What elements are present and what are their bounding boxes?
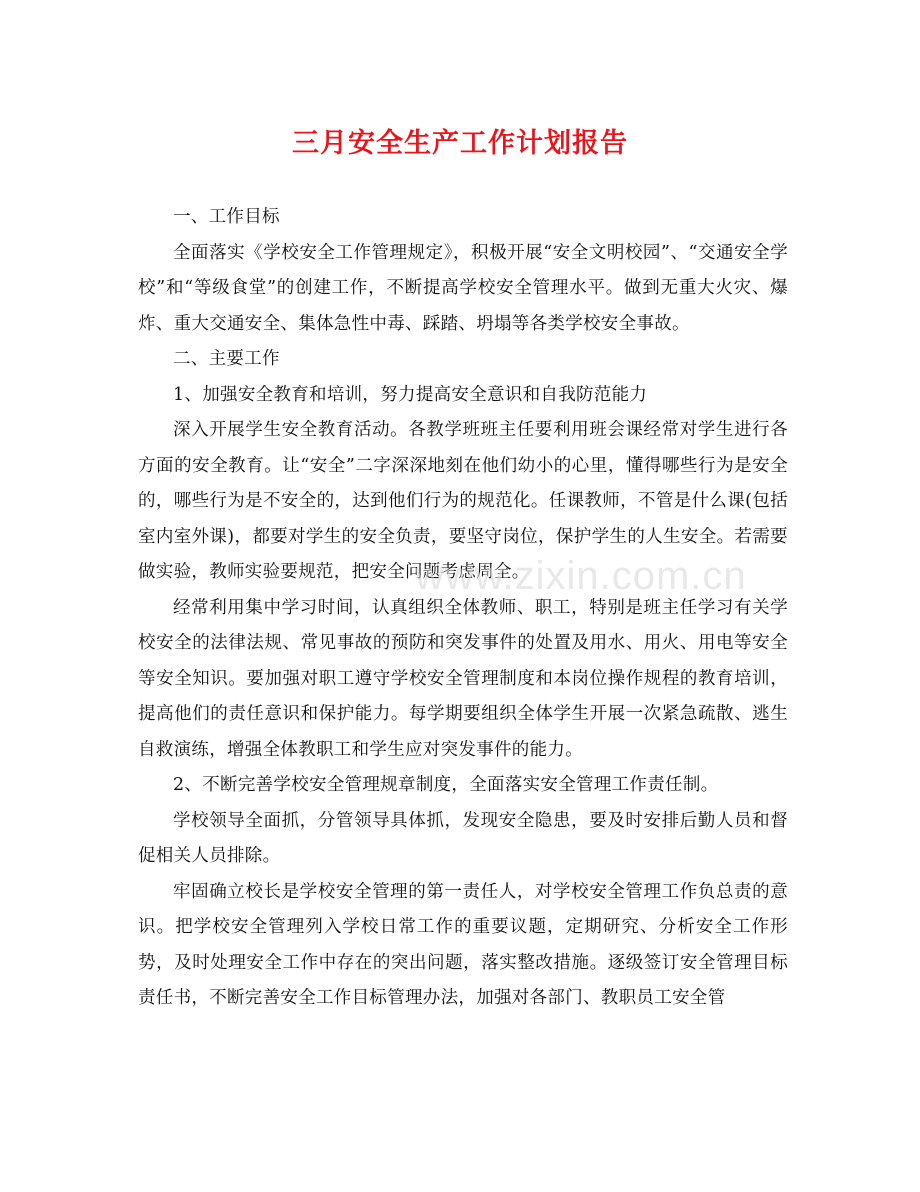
- subheading-rules-responsibility: 2、不断完善学校安全管理规章制度，全面落实安全管理工作责任制。: [173, 775, 719, 795]
- subheading-safety-education: 1、加强安全教育和培训，努力提高安全意识和自我防范能力: [173, 384, 648, 405]
- paragraph-principal-responsibility: 牢固确立校长是学校安全管理的第一责任人，对学校安全管理工作负总责的意识。把学校安全管理列入学校日常工作的重要议题，定期研究、分析安全工作形势，及时处理安全工作中存在的突出问题，落实整改措施。逐级签订安全管理目标责任书，不断完善安全工作目标管理办法，加强对各部门、教职员工安全管: [138, 881, 788, 1008]
- section-heading-main-work: 二、主要工作: [173, 349, 280, 369]
- document-title: 三月安全生产工作计划报告: [292, 128, 628, 159]
- watermark: www.zixin.com.cn: [415, 554, 747, 598]
- paragraph-leadership: 学校领导全面抓，分管领导具体抓，发现安全隐患，要及时安排后勤人员和督促相关人员排除。: [138, 810, 788, 866]
- paragraph-staff-training: 经常利用集中学习时间，认真组织全体教师、职工，特别是班主任学习有关学校安全的法律法规、常见事故的预防和突发事件的处置及用水、用火、用电等安全等安全知识。要加强对职工遵守学校安全管理制度和本岗位操作规程的教育培训，提高他们的责任意识和保护能力。每学期要组织全体学生开展一次紧急疏散、逃生自救演练，增强全体教职工和学生应对突发事件的能力。: [138, 597, 788, 760]
- document-body: [138, 200, 788, 1017]
- paragraph-student-education: 深入开展学生安全教育活动。各教学班班主任要利用班会课经常对学生进行各方面的安全教育。让“安全”二字深深地刻在他们幼小的心里，懂得哪些行为是安全的，哪些行为是不安全的，达到他们行为的规范化。任课教师，不管是什么课(包括室内室外课)，都要对学生的安全负责，要坚守岗位，保护学生的人生安全。若需要做实验，教师实验要规范，把安全问题考虑周全。: [138, 420, 788, 582]
- paragraph-goals: 全面落实《学校安全工作管理规定》，积极开展“安全文明校园”、“交通安全学校”和“等级食堂”的创建工作，不断提高学校安全管理水平。做到无重大火灾、爆炸、重大交通安全、集体急性中毒、踩踏、坍塌等各类学校安全事故。: [138, 242, 788, 334]
- section-heading-goals: 一、工作目标: [173, 207, 280, 227]
